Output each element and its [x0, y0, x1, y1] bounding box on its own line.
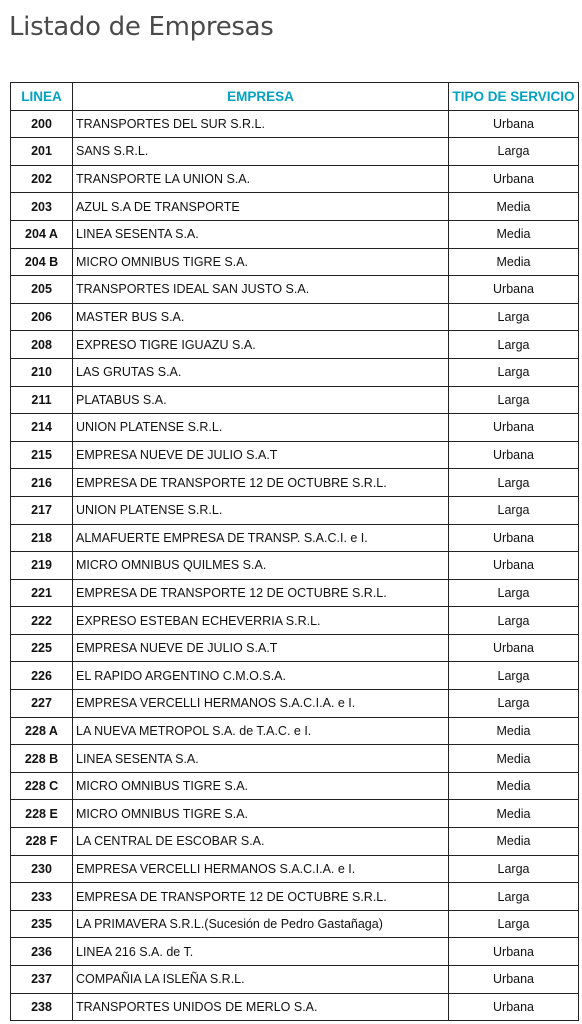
- cell-service-type: Media: [449, 248, 579, 276]
- table-row: [11, 220, 579, 248]
- cell-company: TRANSPORTES UNIDOS DE MERLO S.A.: [73, 993, 449, 1021]
- cell-line: 202: [11, 165, 73, 193]
- table-row: [11, 772, 579, 800]
- cell-line: 200: [11, 110, 73, 138]
- cell-service-type: Urbana: [449, 524, 579, 552]
- table-row: [11, 993, 579, 1021]
- table-row: [11, 248, 579, 276]
- cell-company: COMPAÑIA LA ISLEÑA S.R.L.: [73, 966, 449, 994]
- cell-company: LA CENTRAL DE ESCOBAR S.A.: [73, 828, 449, 856]
- cell-company: UNION PLATENSE S.R.L.: [73, 496, 449, 524]
- cell-company: SANS S.R.L.: [73, 138, 449, 166]
- table-row: [11, 552, 579, 580]
- cell-line: 228 B: [11, 745, 73, 773]
- cell-service-type: Larga: [449, 469, 579, 497]
- table-row: [11, 634, 579, 662]
- cell-service-type: Larga: [449, 579, 579, 607]
- cell-service-type: Urbana: [449, 165, 579, 193]
- table-row: [11, 745, 579, 773]
- cell-service-type: Media: [449, 800, 579, 828]
- cell-line: 228 F: [11, 828, 73, 856]
- cell-service-type: Larga: [449, 855, 579, 883]
- cell-line: 228 C: [11, 772, 73, 800]
- cell-line: 225: [11, 634, 73, 662]
- cell-line: 219: [11, 552, 73, 580]
- cell-company: MICRO OMNIBUS TIGRE S.A.: [73, 800, 449, 828]
- table-row: [11, 690, 579, 718]
- cell-company: MICRO OMNIBUS TIGRE S.A.: [73, 772, 449, 800]
- cell-line: 227: [11, 690, 73, 718]
- cell-line: 226: [11, 662, 73, 690]
- table-row: [11, 579, 579, 607]
- table-row: [11, 717, 579, 745]
- cell-company: ALMAFUERTE EMPRESA DE TRANSP. S.A.C.I. e I.: [73, 524, 449, 552]
- cell-company: UNION PLATENSE S.R.L.: [73, 414, 449, 442]
- cell-line: 214: [11, 414, 73, 442]
- table-row: [11, 524, 579, 552]
- cell-company: EMPRESA VERCELLI HERMANOS S.A.C.I.A. e I.: [73, 855, 449, 883]
- table-row: [11, 469, 579, 497]
- cell-service-type: Media: [449, 220, 579, 248]
- cell-line: 222: [11, 607, 73, 635]
- cell-company: MASTER BUS S.A.: [73, 303, 449, 331]
- cell-line: 217: [11, 496, 73, 524]
- cell-line: 230: [11, 855, 73, 883]
- table-row: [11, 331, 579, 359]
- page-title: Listado de Empresas: [9, 12, 274, 42]
- cell-line: 201: [11, 138, 73, 166]
- cell-service-type: Larga: [449, 358, 579, 386]
- cell-company: AZUL S.A DE TRANSPORTE: [73, 193, 449, 221]
- cell-service-type: Larga: [449, 496, 579, 524]
- cell-line: 216: [11, 469, 73, 497]
- table-row: [11, 855, 579, 883]
- cell-line: 237: [11, 966, 73, 994]
- cell-service-type: Media: [449, 772, 579, 800]
- cell-company: LA NUEVA METROPOL S.A. de T.A.C. e I.: [73, 717, 449, 745]
- cell-line: 233: [11, 883, 73, 911]
- cell-line: 221: [11, 579, 73, 607]
- cell-company: EMPRESA NUEVE DE JULIO S.A.T: [73, 441, 449, 469]
- header-line: LINEA: [11, 83, 73, 111]
- cell-company: LAS GRUTAS S.A.: [73, 358, 449, 386]
- cell-company: EMPRESA DE TRANSPORTE 12 DE OCTUBRE S.R.L.: [73, 883, 449, 911]
- table-row: [11, 358, 579, 386]
- table-row: [11, 662, 579, 690]
- table-row: [11, 110, 579, 138]
- cell-company: EMPRESA NUEVE DE JULIO S.A.T: [73, 634, 449, 662]
- cell-service-type: Larga: [449, 386, 579, 414]
- cell-line: 236: [11, 938, 73, 966]
- cell-service-type: Media: [449, 745, 579, 773]
- cell-line: 205: [11, 276, 73, 304]
- cell-company: LINEA SESENTA S.A.: [73, 745, 449, 773]
- cell-service-type: Urbana: [449, 441, 579, 469]
- table-row: [11, 883, 579, 911]
- cell-service-type: Larga: [449, 303, 579, 331]
- cell-service-type: Larga: [449, 138, 579, 166]
- cell-service-type: Urbana: [449, 938, 579, 966]
- cell-service-type: Larga: [449, 662, 579, 690]
- table-row: [11, 496, 579, 524]
- table-row: [11, 607, 579, 635]
- table-body: [11, 110, 579, 1021]
- cell-line: 206: [11, 303, 73, 331]
- cell-company: EMPRESA DE TRANSPORTE 12 DE OCTUBRE S.R.L.: [73, 579, 449, 607]
- header-service-type: TIPO DE SERVICIO: [449, 83, 579, 111]
- cell-company: EMPRESA VERCELLI HERMANOS S.A.C.I.A. e I.: [73, 690, 449, 718]
- table-row: [11, 414, 579, 442]
- cell-company: EXPRESO ESTEBAN ECHEVERRIA S.R.L.: [73, 607, 449, 635]
- cell-service-type: Urbana: [449, 276, 579, 304]
- cell-line: 204 A: [11, 220, 73, 248]
- cell-line: 238: [11, 993, 73, 1021]
- table-row: [11, 938, 579, 966]
- cell-line: 208: [11, 331, 73, 359]
- cell-company: LA PRIMAVERA S.R.L.(Sucesión de Pedro Gastañaga): [73, 910, 449, 938]
- cell-company: EMPRESA DE TRANSPORTE 12 DE OCTUBRE S.R.L.: [73, 469, 449, 497]
- cell-line: 210: [11, 358, 73, 386]
- cell-service-type: Media: [449, 717, 579, 745]
- table-header-row: [11, 83, 579, 111]
- header-company: EMPRESA: [73, 83, 449, 111]
- cell-service-type: Larga: [449, 910, 579, 938]
- cell-line: 218: [11, 524, 73, 552]
- cell-line: 211: [11, 386, 73, 414]
- cell-company: EXPRESO TIGRE IGUAZU S.A.: [73, 331, 449, 359]
- cell-service-type: Media: [449, 828, 579, 856]
- table-row: [11, 966, 579, 994]
- cell-service-type: Larga: [449, 883, 579, 911]
- cell-company: PLATABUS S.A.: [73, 386, 449, 414]
- companies-table: [10, 82, 579, 1021]
- cell-company: MICRO OMNIBUS QUILMES S.A.: [73, 552, 449, 580]
- cell-company: TRANSPORTES DEL SUR S.R.L.: [73, 110, 449, 138]
- table-row: [11, 441, 579, 469]
- table-row: [11, 165, 579, 193]
- cell-line: 215: [11, 441, 73, 469]
- table-row: [11, 910, 579, 938]
- cell-company: MICRO OMNIBUS TIGRE S.A.: [73, 248, 449, 276]
- table-row: [11, 138, 579, 166]
- cell-company: LINEA 216 S.A. de T.: [73, 938, 449, 966]
- cell-company: TRANSPORTES IDEAL SAN JUSTO S.A.: [73, 276, 449, 304]
- table-row: [11, 800, 579, 828]
- cell-service-type: Urbana: [449, 552, 579, 580]
- table-row: [11, 303, 579, 331]
- cell-company: LINEA SESENTA S.A.: [73, 220, 449, 248]
- cell-service-type: Urbana: [449, 414, 579, 442]
- cell-service-type: Larga: [449, 607, 579, 635]
- table-row: [11, 828, 579, 856]
- cell-line: 228 E: [11, 800, 73, 828]
- cell-service-type: Urbana: [449, 110, 579, 138]
- cell-company: TRANSPORTE LA UNION S.A.: [73, 165, 449, 193]
- cell-service-type: Media: [449, 193, 579, 221]
- cell-line: 203: [11, 193, 73, 221]
- cell-service-type: Urbana: [449, 966, 579, 994]
- cell-line: 228 A: [11, 717, 73, 745]
- cell-line: 235: [11, 910, 73, 938]
- table-row: [11, 193, 579, 221]
- cell-service-type: Urbana: [449, 993, 579, 1021]
- cell-company: EL RAPIDO ARGENTINO C.M.O.S.A.: [73, 662, 449, 690]
- cell-service-type: Larga: [449, 331, 579, 359]
- cell-service-type: Larga: [449, 690, 579, 718]
- cell-line: 204 B: [11, 248, 73, 276]
- cell-service-type: Urbana: [449, 634, 579, 662]
- table-row: [11, 386, 579, 414]
- table-row: [11, 276, 579, 304]
